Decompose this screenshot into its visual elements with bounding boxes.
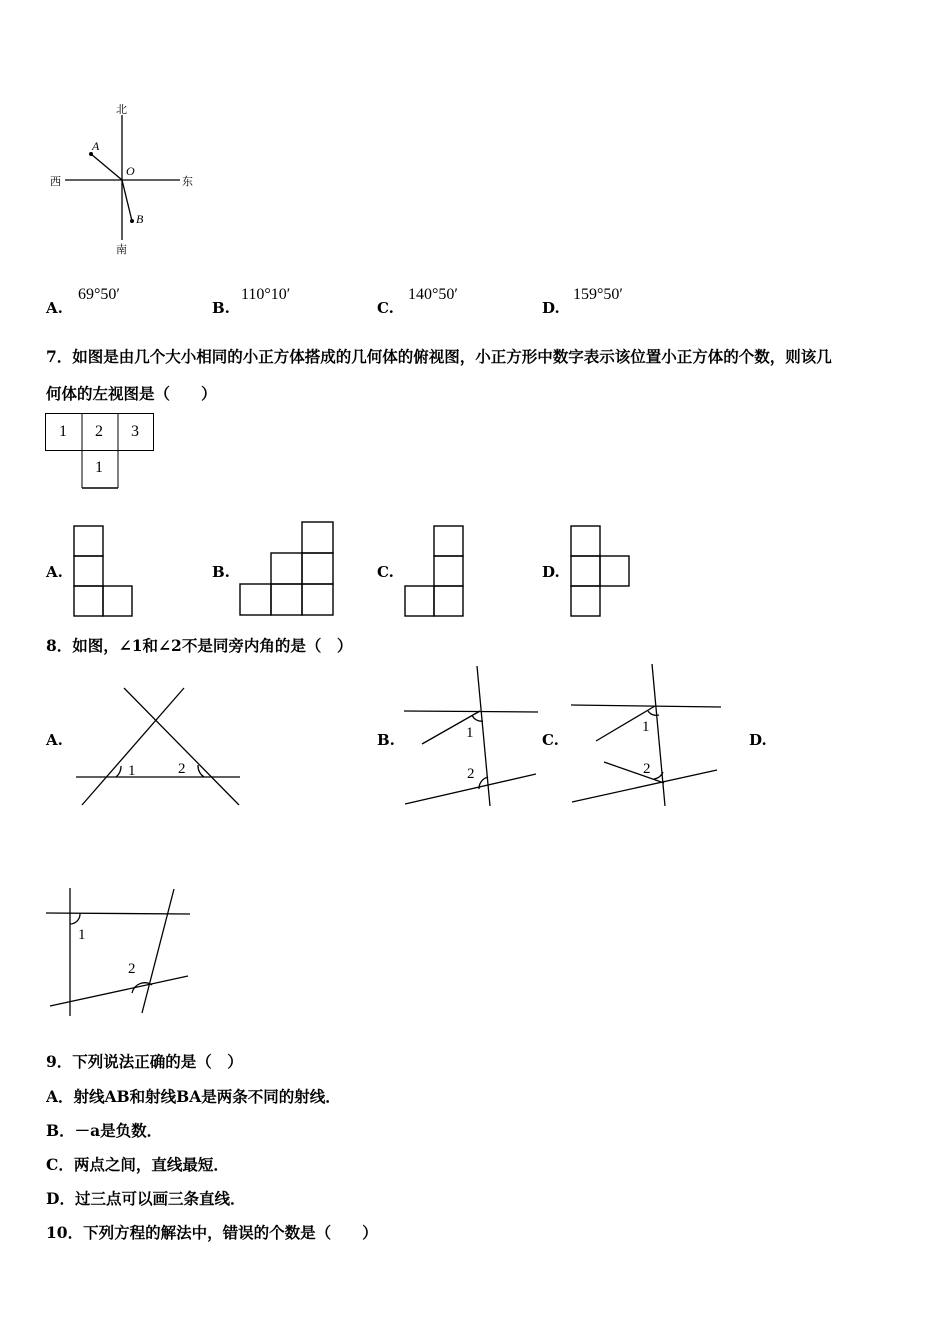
q7-option-d-label: D.: [542, 563, 560, 581]
compass-east: 东: [182, 176, 193, 188]
angle-2-label: 2: [128, 961, 136, 977]
q7-stem-line2: 何体的左视图是（ ）: [46, 384, 217, 403]
q10-stem: 10．下列方程的解法中，错误的个数是（ ）: [46, 1223, 378, 1242]
q8-option-c-label: C.: [542, 731, 559, 749]
q8-option-d-label: D.: [749, 731, 767, 749]
q9-option-b: B．－a是负数．: [46, 1121, 163, 1140]
angle-1-label: 1: [128, 763, 136, 779]
q6-option-b-label: B.: [212, 299, 230, 317]
q7-option-b-label: B.: [212, 563, 230, 581]
q8-option-b-figure: [402, 664, 542, 809]
q6-option-c-value: 140°50′: [408, 286, 458, 303]
compass-west: 西: [50, 176, 61, 188]
q7-option-a-label: A.: [46, 563, 63, 581]
q6-option-a-value: 69°50′: [78, 286, 120, 303]
q6-option-b-value: 110°10′: [241, 286, 291, 303]
angle-1-label: 1: [466, 725, 474, 741]
compass-north: 北: [116, 104, 127, 116]
q8-option-c-figure: [569, 662, 724, 809]
compass-point-a: A: [92, 139, 100, 153]
q9-option-c: C．两点之间，直线最短．: [46, 1155, 229, 1174]
q8-option-a-figure: [72, 685, 244, 809]
grid-cell-3: 3: [131, 423, 139, 440]
q8-option-a-label: A.: [46, 731, 63, 749]
grid-cell-4: 1: [95, 459, 103, 476]
compass-origin: O: [126, 164, 135, 178]
q6-option-a-label: A.: [46, 299, 63, 317]
grid-cell-2: 2: [95, 423, 103, 440]
q6-option-c-label: C.: [377, 299, 394, 317]
grid-cell-1: 1: [59, 423, 67, 440]
angle-1-label: 1: [78, 927, 86, 943]
q7-option-b-figure: [238, 520, 336, 618]
q7-option-c-figure: [404, 525, 466, 618]
q7-option-c-label: C.: [377, 563, 394, 581]
q8-stem: 8．如图，∠1和∠2不是同旁内角的是（ ）: [46, 636, 353, 655]
q7-top-view-grid: [45, 413, 157, 489]
q7-option-a-figure: [73, 525, 135, 618]
angle-2-label: 2: [467, 766, 475, 782]
q9-option-a: A．射线AB和射线BA是两条不同的射线．: [46, 1087, 341, 1106]
angle-2-label: 2: [643, 761, 651, 777]
angle-1-label: 1: [642, 719, 650, 735]
q7-option-d-figure: [570, 525, 632, 618]
q8-option-d-figure: [44, 886, 194, 1018]
compass-south: 南: [116, 244, 127, 256]
compass-point-b: B: [136, 212, 144, 226]
compass-figure: [40, 95, 210, 260]
q9-option-d: D．过三点可以画三条直线．: [46, 1189, 246, 1208]
q6-option-d-value: 159°50′: [573, 286, 623, 303]
q7-stem-line1: 7．如图是由几个大小相同的小正方体搭成的几何体的俯视图，小正方形中数字表示该位置小正方体的个数，则该几: [46, 347, 832, 366]
angle-2-label: 2: [178, 761, 186, 777]
q8-option-b-label: B.: [377, 731, 395, 749]
q9-stem: 9．下列说法正确的是（ ）: [46, 1052, 243, 1071]
q6-option-d-label: D.: [542, 299, 560, 317]
